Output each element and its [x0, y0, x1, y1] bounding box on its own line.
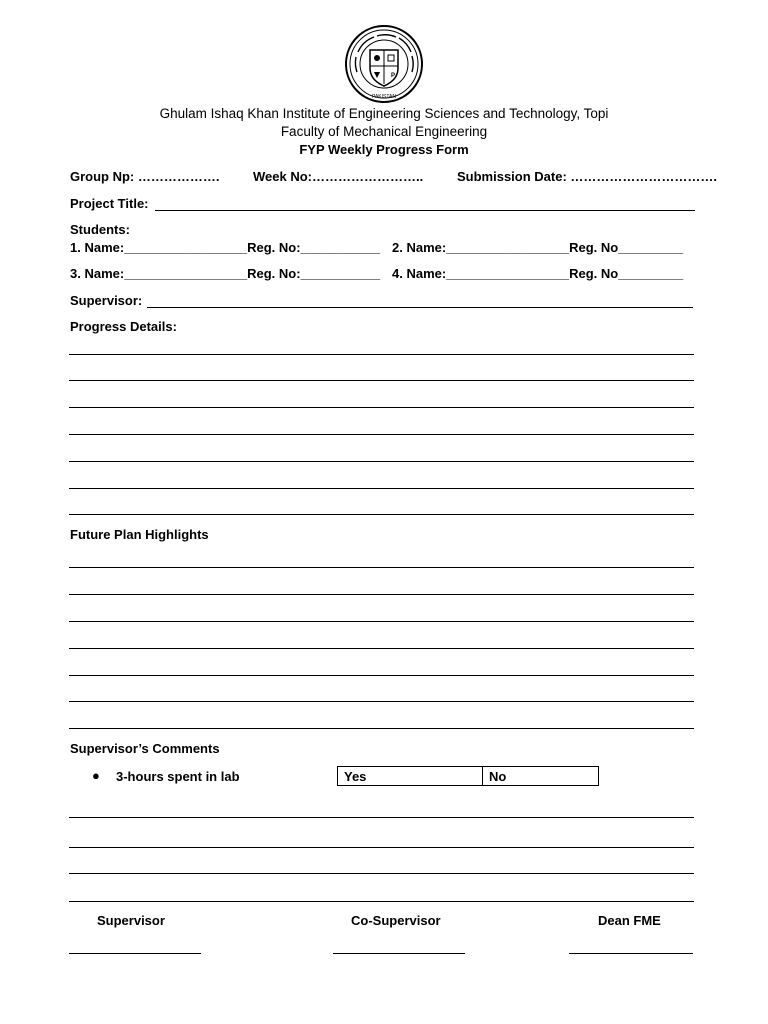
svg-text:P: P: [391, 73, 396, 79]
progress-line[interactable]: [69, 380, 694, 381]
institute-name: Ghulam Ishaq Khan Institute of Engineering Sciences and Technology, Topi: [159, 106, 609, 121]
co-supervisor-signature-label: Co-Supervisor: [351, 913, 441, 928]
future-plan-label: Future Plan Highlights: [70, 527, 209, 542]
supervisor-label: Supervisor:: [70, 293, 143, 308]
week-no-field[interactable]: Week No:……………………..: [253, 169, 424, 184]
student-1-field[interactable]: 1. Name:_________________Reg. No:___________: [70, 240, 381, 255]
future-plan-line[interactable]: [69, 701, 694, 702]
comments-line[interactable]: [69, 873, 694, 874]
form-title: FYP Weekly Progress Form: [299, 142, 469, 157]
faculty-name: Faculty of Mechanical Engineering: [280, 124, 488, 139]
future-plan-line[interactable]: [69, 648, 694, 649]
svg-text:PAKISTAN: PAKISTAN: [372, 94, 396, 100]
future-plan-line[interactable]: [69, 728, 694, 729]
progress-line[interactable]: [69, 354, 694, 355]
co-supervisor-signature-line[interactable]: [333, 953, 465, 954]
future-plan-line[interactable]: [69, 594, 694, 595]
project-title-line[interactable]: [155, 210, 695, 211]
progress-line[interactable]: [69, 488, 694, 489]
student-2-field[interactable]: 2. Name:_________________Reg. No_________: [392, 240, 684, 255]
progress-line[interactable]: [69, 514, 694, 515]
future-plan-line[interactable]: [69, 567, 694, 568]
students-label: Students:: [70, 222, 130, 237]
progress-line[interactable]: [69, 407, 694, 408]
submission-date-field[interactable]: Submission Date: …………………………….: [457, 169, 718, 184]
lab-hours-item: 3-hours spent in lab: [116, 769, 240, 784]
yes-option[interactable]: Yes: [337, 766, 483, 786]
student-4-field[interactable]: 4. Name:_________________Reg. No_________: [392, 266, 684, 281]
student-3-field[interactable]: 3. Name:_________________Reg. No:___________: [70, 266, 381, 281]
institute-logo: [344, 24, 424, 104]
dean-signature-line[interactable]: [569, 953, 693, 954]
bullet-icon: ●: [92, 768, 100, 783]
no-option[interactable]: No: [482, 766, 599, 786]
supervisor-line[interactable]: [147, 307, 693, 308]
progress-line[interactable]: [69, 434, 694, 435]
supervisor-signature-line[interactable]: [69, 953, 201, 954]
comments-line[interactable]: [69, 817, 694, 818]
project-title-label: Project Title:: [70, 196, 149, 211]
progress-details-label: Progress Details:: [70, 319, 177, 334]
comments-line[interactable]: [69, 847, 694, 848]
comments-line[interactable]: [69, 901, 694, 902]
future-plan-line[interactable]: [69, 675, 694, 676]
future-plan-line[interactable]: [69, 621, 694, 622]
dean-signature-label: Dean FME: [598, 913, 661, 928]
supervisor-comments-label: Supervisor’s Comments: [70, 741, 220, 756]
supervisor-signature-label: Supervisor: [97, 913, 165, 928]
group-no-field[interactable]: Group Np: ……………….: [70, 169, 220, 184]
progress-line[interactable]: [69, 461, 694, 462]
